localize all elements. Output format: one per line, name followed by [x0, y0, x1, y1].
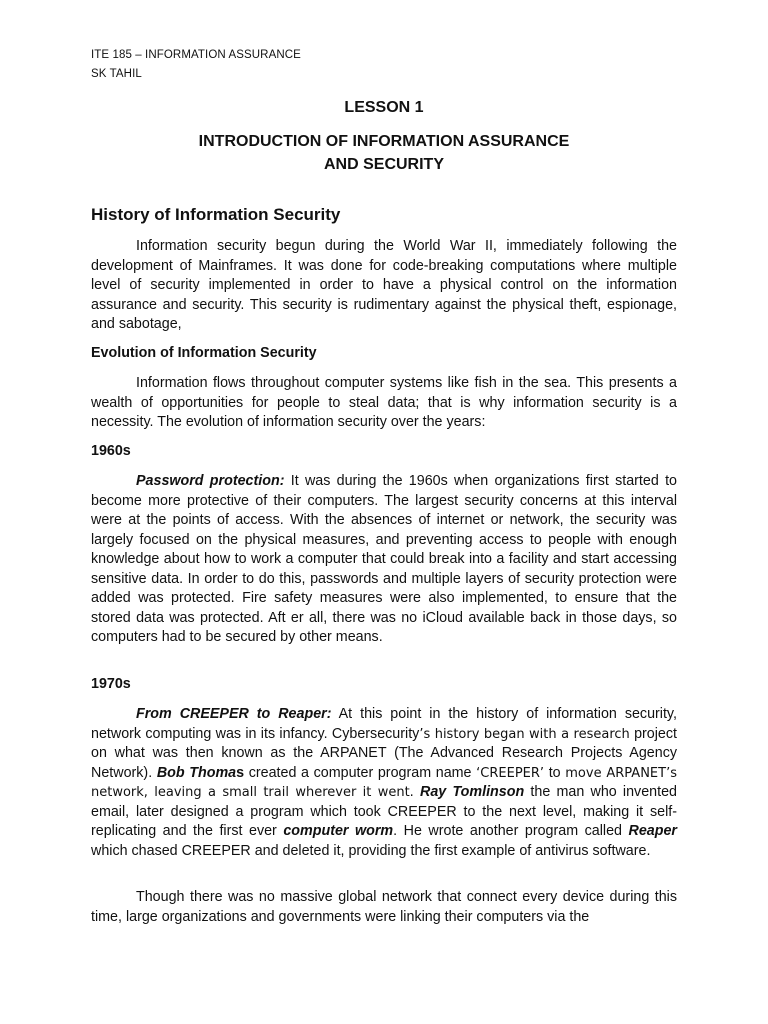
- intro-paragraph: [91, 237, 677, 335]
- text-span: move ARPANET’s network, leaving a small trail wherever it went.: [91, 765, 677, 800]
- text-span: At this point in the history of information security, network computing was in its infancy. Cybersecurity: [91, 706, 677, 742]
- lead-1970s: From CREEPER to Reaper:: [136, 706, 332, 722]
- author-label: SK TAHIL: [91, 68, 142, 80]
- course-label: ITE 185 – INFORMATION ASSURANCE: [91, 49, 301, 61]
- evolution-text: Information flows throughout computer systems like fish in the sea. This presents a wealth of opportunities for people to steal data; that is why information security is a necessity. The evolution of information security over the years:: [91, 375, 677, 430]
- bob-thomas-name: Bob Thoma: [156, 764, 237, 781]
- final-text: Though there was no massive global network that connect every device during this time, large organizations and governments were linking their computers via the: [91, 889, 677, 925]
- page-title-line-2: AND SECURITY: [323, 156, 444, 173]
- heading-1970s: 1970s: [91, 676, 131, 692]
- document-header: [91, 46, 301, 84]
- text-span: the man who invented email, later designed a program which took CREEPER to the next level, making it self-replicating and the first ever: [91, 784, 677, 839]
- ray-tomlinson-name: Ray Tomlinson: [420, 784, 525, 800]
- text-span: project on what was then known as the ARPANET (The Advanced Research Projects Agency Network).: [91, 725, 677, 781]
- body-1960s: It was during the 1960s when organizations first started to become more protective of their computers. The largest security concerns at this interval were at the points of access. With the absences of internet or network, the security was largely focused on the physical measures, and preventing access to people with enough knowledge about how to work a computer that could break into a facility and start accessing sensitive data. In order to do this, passwords and multiple layers of security protection were added was protected. Fire safety measures were also implemented, to ensure that the stored data was protected. Aft er all, there was no iCloud available back in those days, so computers had to be secured by other means.: [91, 473, 677, 645]
- lesson-number: LESSON 1: [344, 99, 424, 116]
- page-title-line-1: INTRODUCTION OF INFORMATION ASSURANCE: [198, 133, 570, 150]
- text-1960s: [91, 472, 677, 648]
- text-span: ‘CREEPER’: [476, 765, 545, 781]
- lead-1960s: Password protection:: [136, 473, 285, 489]
- paragraph-1960s: [91, 472, 677, 648]
- computer-worm-term: computer worm: [283, 823, 394, 839]
- section-heading: History of Information Security: [91, 205, 341, 224]
- evolution-heading: Evolution of Information Security: [91, 345, 317, 361]
- intro-text: Information security begun during the World War II, immediately following the development of Mainframes. It was done for code-breaking computations where multiple level of security implemented in order to have a physical control on the information assurance and security. This security is rudimentary against the physical theft, espionage, and sabotage,: [91, 238, 677, 332]
- paragraph-1970s: [91, 705, 677, 861]
- text-span: to: [544, 764, 566, 781]
- text-span: . He wrote another program called: [393, 823, 629, 839]
- text-span: which chased CREEPER and deleted it, providing the first example of antivirus software.: [91, 842, 651, 859]
- reaper-term: Reaper: [628, 823, 677, 839]
- text-1970s: [91, 705, 677, 861]
- text-span: s: [236, 764, 245, 781]
- final-paragraph: [91, 888, 677, 927]
- text-span: created a computer program name: [244, 764, 477, 781]
- text-span: ’s history began with a research: [419, 726, 630, 742]
- heading-1960s: 1960s: [91, 443, 131, 459]
- evolution-paragraph: [91, 374, 677, 433]
- page-title: [91, 130, 677, 176]
